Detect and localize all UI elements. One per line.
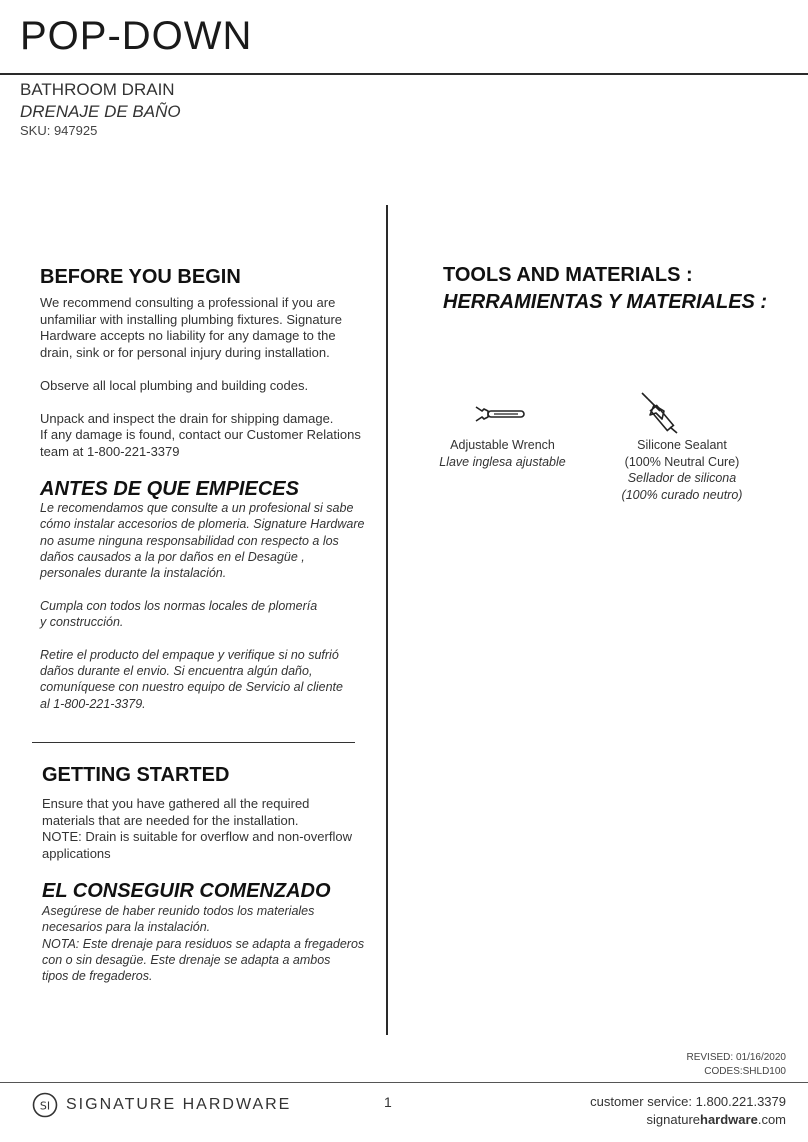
section-divider xyxy=(32,742,355,743)
subtitle-spanish: DRENAJE DE BAÑO xyxy=(20,102,181,121)
wrench-icon xyxy=(472,403,528,425)
conseguir-heading: EL CONSEGUIR COMENZADO xyxy=(42,880,331,902)
tools-heading-spanish: HERRAMIENTAS Y MATERIALES : xyxy=(443,291,768,313)
logo-text: SI xyxy=(39,1099,51,1113)
footer-divider xyxy=(0,1082,808,1083)
brand-name: SIGNATURE HARDWARE xyxy=(66,1096,292,1113)
wrench-label-spanish: Llave inglesa ajustable xyxy=(439,455,566,469)
revision-info xyxy=(686,1051,786,1079)
page-number: 1 xyxy=(384,1094,392,1110)
caulk-gun-icon xyxy=(640,391,680,435)
sku-label: SKU: 947925 xyxy=(20,123,98,138)
header-divider xyxy=(0,73,808,75)
signature-hardware-logo-icon xyxy=(32,1092,58,1118)
website-bold: hardware xyxy=(700,1112,758,1127)
before-heading: BEFORE YOU BEGIN xyxy=(40,266,241,288)
document-title: POP-DOWN xyxy=(20,14,253,58)
getting-started-body: Ensure that you have gathered all the required materials that are needed for the installation. NOTE: Drain is suitable for overflow and non-overflow applications xyxy=(42,796,352,861)
sealant-label-spanish: Sellador de silicona (100% curado neutro) xyxy=(621,471,743,502)
conseguir-body: Asegúrese de haber reunido todos los materiales necesarios para la instalación. NOTA: Este drenaje para residuos se adapta a fregaderos con o sin desagüe. Este drenaje se adapta a ambos tipos de fregaderos. xyxy=(42,904,365,984)
contact-info xyxy=(590,1093,786,1129)
website-suffix: .com xyxy=(757,1112,786,1127)
subtitle-english: BATHROOM DRAIN xyxy=(20,80,175,99)
antes-body: Le recomendamos que consulte a un profesional si sabe cómo instalar accesorios de plomeria. Signature Hardware no asume ninguna responsabilidad con respecto a los daños causados a la por daños en el Desagüe , personales durante la instalación. Cumpla con todos los normas locales de plomería y construcción. Retire el producto del empaque y verifique si no sufrió daños durante el envio. Si encuentra algún daño, comuníquese con nuestro equipo de Servicio al cliente al 1-800-221-3379. xyxy=(40,501,365,711)
antes-heading: ANTES DE QUE EMPIECES xyxy=(40,478,299,500)
website-prefix: signature xyxy=(646,1112,701,1127)
tools-heading: TOOLS AND MATERIALS : xyxy=(443,264,693,286)
revised-date: REVISED: 01/16/2020 xyxy=(686,1052,786,1063)
sealant-label: Silicone Sealant (100% Neutral Cure) xyxy=(624,438,740,469)
customer-service: customer service: 1.800.221.3379 xyxy=(590,1094,786,1109)
before-body: We recommend consulting a professional if you are unfamiliar with installing plumbing fixtures. Signature Hardware accepts no liability for any damage to the drain, sink or for personal injury during installation. Observe all local plumbing and building codes. Unpack and inspect the drain for shipping damage. If any damage is found, contact our Customer Relations team at 1-800-221-3379 xyxy=(40,295,361,459)
getting-started-heading: GETTING STARTED xyxy=(42,764,230,786)
website-link[interactable] xyxy=(590,1111,786,1129)
wrench-label: Adjustable Wrench xyxy=(450,438,555,452)
column-divider xyxy=(386,205,388,1035)
codes-label: CODES:SHLD100 xyxy=(704,1066,786,1077)
